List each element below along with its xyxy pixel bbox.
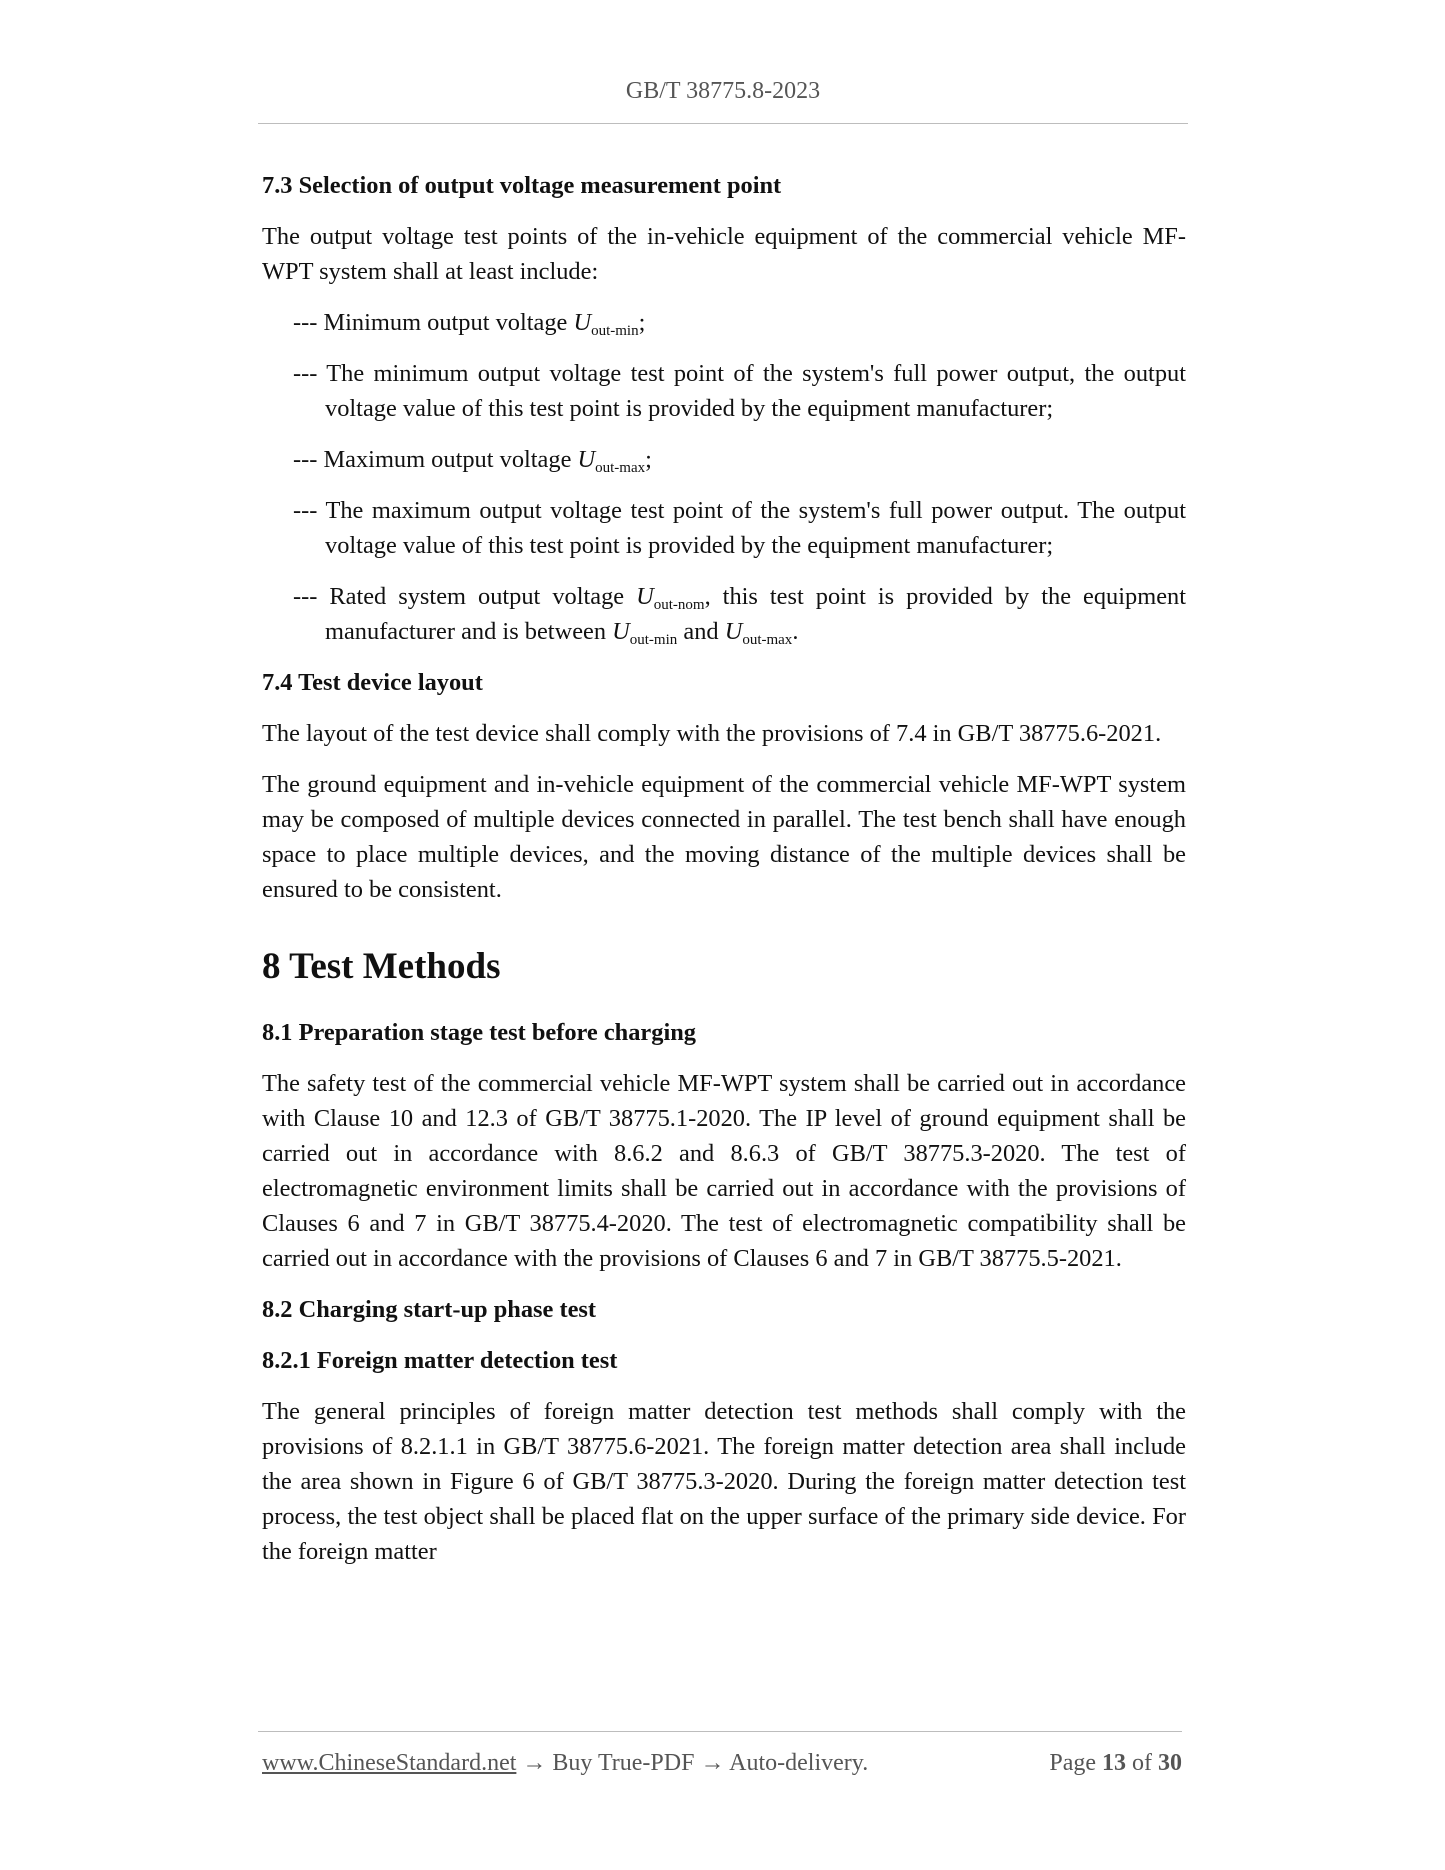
section-8-2-1-title: 8.2.1 Foreign matter detection test [262,1347,618,1374]
punct: ; [638,309,646,336]
bullet-rated-voltage [262,579,1186,649]
page-indicator [1049,1750,1182,1777]
total-pages: 30 [1158,1750,1182,1776]
punct: . [792,618,799,645]
subscript: out-nom [653,597,705,613]
bullet-text: --- Maximum output voltage [293,446,578,473]
section-7-4-title: 7.4 Test device layout [262,669,483,696]
of-label: of [1126,1750,1158,1776]
arrow-right-icon: → [694,1750,730,1776]
section-8-1-para: The safety test of the commercial vehicle MF-WPT system shall be carried out in accordance with Clause 10 and 12.3 of GB/T 38775.1-2020. The IP level of ground equipment shall be carried out in accordance with 8.6.2 and 8.6.3 of GB/T 38775.3-2020. The test of electromagnetic environment limits shall be carried out in accordance with the provisions of Clauses 6 and 7 in GB/T 38775.4-2020. The test of electromagnetic compatibility shall be carried out in accordance with the provisions of Clauses 6 and 7 in GB/T 38775.5-2021. [262,1070,1186,1272]
auto-delivery-text: Auto-delivery. [729,1750,869,1776]
subscript: out-min [591,323,639,339]
running-header: GB/T 38775.8-2023 [625,78,821,104]
bullet-text: --- Rated system output voltage [293,583,637,610]
bullet-min-full-power: --- The minimum output voltage test point of the system's full power output, the output voltage value of this test point is provided by the equipment manufacturer; [293,360,1186,422]
chapter-8-title: 8 Test Methods [262,946,501,987]
var-u: U [577,446,596,473]
bullet-text: and [677,618,725,645]
buy-true-pdf-text: Buy True-PDF [552,1750,695,1776]
section-7-3-intro: The output voltage test points of the in-vehicle equipment of the commercial vehicle MF-WPT system shall at least include: [262,223,1186,285]
footer-promo [262,1750,868,1777]
section-8-2-1-para: The general principles of foreign matter detection test methods shall comply with the provisions of 8.2.1.1 in GB/T 38775.6-2021. The foreign matter detection area shall include the area shown in Figure 6 of GB/T 38775.3-2020. During the foreign matter detection test process, the test object shall be placed flat on the upper surface of the primary side device. For the foreign matter [262,1398,1186,1565]
bullet-max-full-power: --- The maximum output voltage test point of the system's full power output. The output voltage value of this test point is provided by the equipment manufacturer; [293,497,1186,559]
subscript: out-max [595,460,646,476]
section-7-3-title: 7.3 Selection of output voltage measurement point [262,172,782,199]
chinesestandard-link[interactable]: www.ChineseStandard.net [262,1750,517,1776]
subscript: out-max [742,632,793,648]
current-page: 13 [1102,1750,1126,1776]
section-8-1-title: 8.1 Preparation stage test before charging [262,1019,696,1046]
footer-rule [258,1731,1182,1732]
section-7-4-para-2: The ground equipment and in-vehicle equipment of the commercial vehicle MF-WPT system may be composed of multiple devices connected in parallel. The test bench shall have enough space to place multiple devices, and the moving distance of the multiple devices shall be ensured to be consistent. [262,771,1186,903]
var-u: U [573,309,592,336]
arrow-right-icon: → [516,1750,553,1776]
section-7-4-para-1: The layout of the test device shall comply with the provisions of 7.4 in GB/T 38775.6-2021. [262,720,1162,747]
bullet-text: , this test point is provided by the equipment manufacturer and is between [325,583,1186,645]
document-body [262,168,1186,1569]
section-8-2-title: 8.2 Charging start-up phase test [262,1296,597,1323]
var-u: U [724,618,743,645]
header-rule [258,123,1188,124]
page-label: Page [1049,1750,1102,1776]
bullet-text: --- Minimum output voltage [293,309,574,336]
subscript: out-min [629,632,678,648]
bullet-min-voltage [262,305,1186,340]
var-u: U [612,618,630,645]
var-u: U [636,583,654,610]
punct: ; [645,446,652,473]
bullet-max-voltage [262,442,1186,477]
